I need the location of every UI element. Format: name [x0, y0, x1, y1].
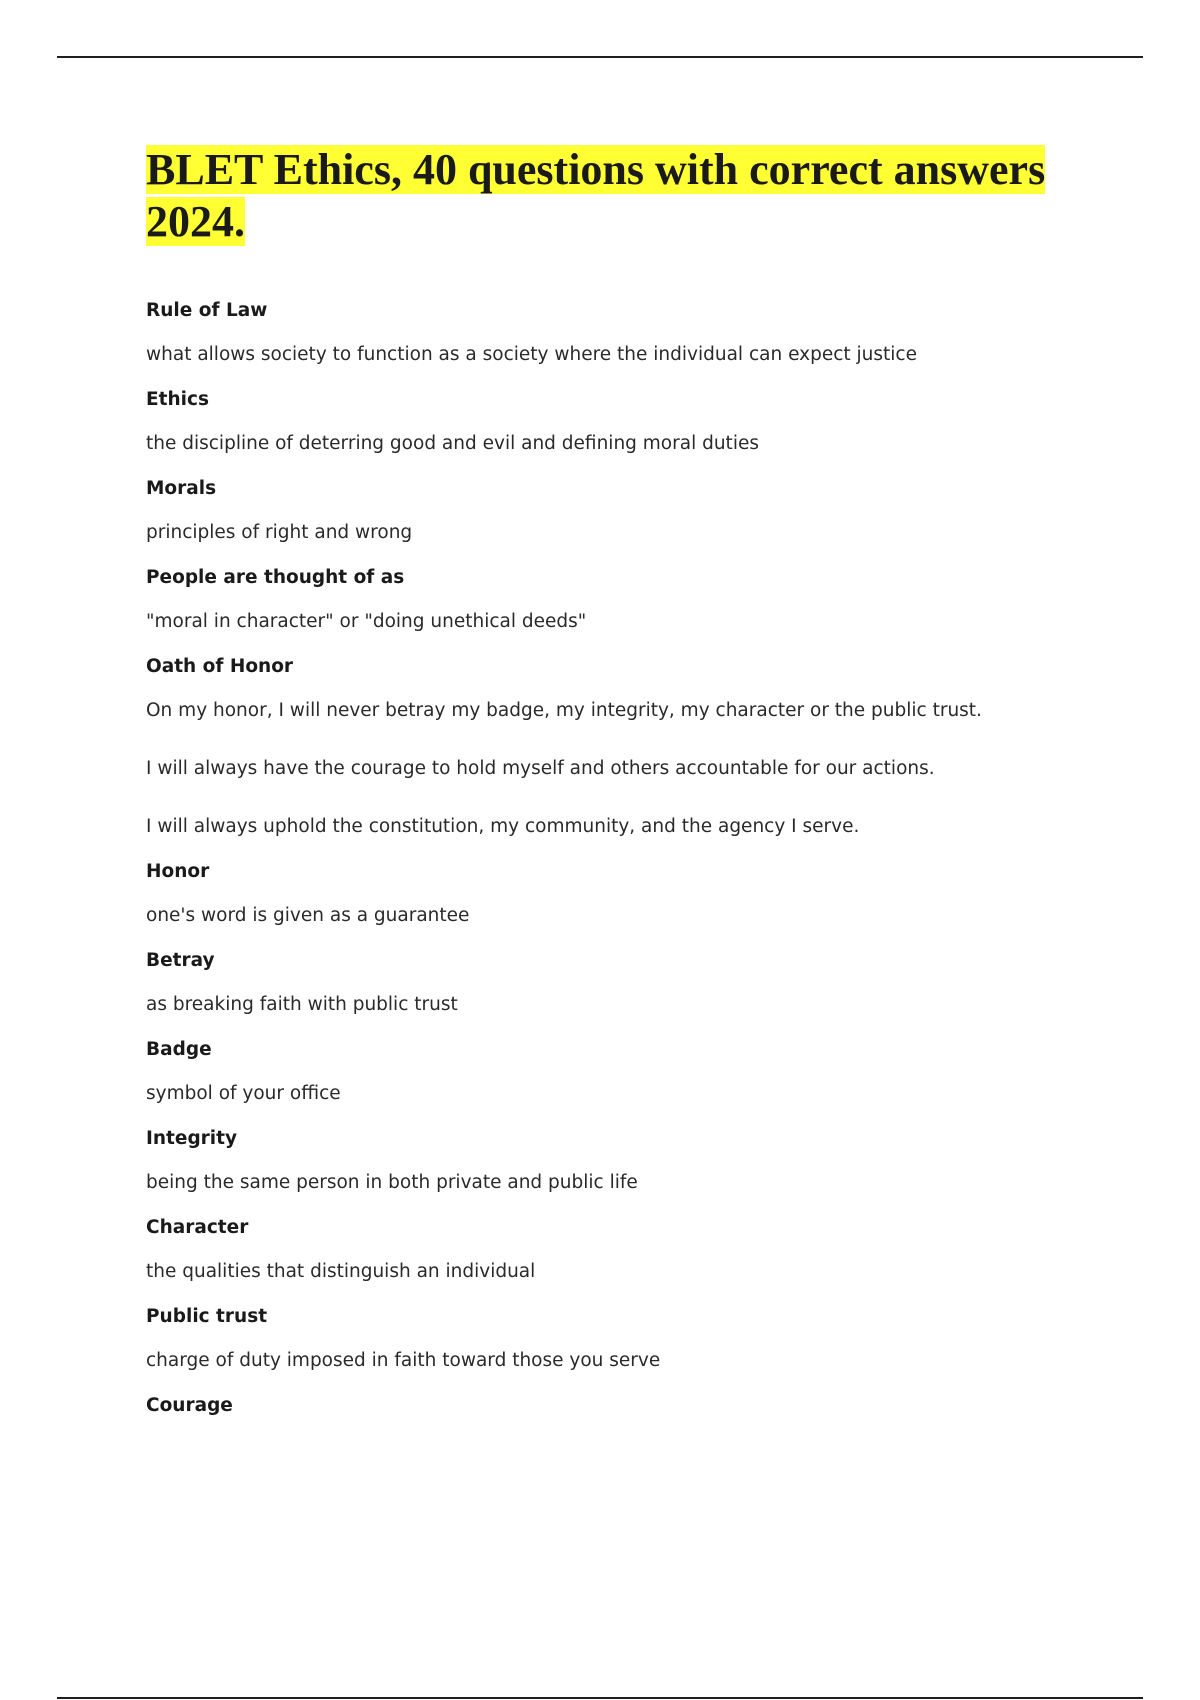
entry-definition: what allows society to function as a society where the individual can expect justice [146, 344, 917, 365]
entry-term: Rule of Law [146, 300, 268, 321]
glossary-entry [146, 948, 1106, 1018]
bottom-rule [57, 1697, 1143, 1699]
glossary-entry [146, 476, 1106, 546]
glossary-entry [146, 654, 1106, 840]
entries-list [146, 298, 1106, 1419]
glossary-entry [146, 298, 1106, 368]
entry-term: Integrity [146, 1128, 238, 1149]
document-body [146, 144, 1106, 1437]
entry-term: Courage [146, 1395, 233, 1416]
glossary-entry [146, 565, 1106, 635]
entry-definition: the qualities that distinguish an individual [146, 1261, 536, 1282]
document-title [146, 144, 1106, 248]
entry-definition: symbol of your office [146, 1083, 341, 1104]
entry-term: Honor [146, 861, 210, 882]
entry-definition: "moral in character" or "doing unethical deeds" [146, 611, 587, 632]
entry-definition: the discipline of deterring good and evil and defining moral duties [146, 433, 759, 454]
glossary-entry [146, 1037, 1106, 1107]
entry-definition: I will always have the courage to hold myself and others accountable for our actions. [146, 758, 935, 779]
entry-term: Ethics [146, 389, 209, 410]
glossary-entry [146, 1304, 1106, 1374]
top-rule [57, 56, 1143, 58]
glossary-entry [146, 1126, 1106, 1196]
glossary-entry [146, 387, 1106, 457]
entry-term: Oath of Honor [146, 656, 294, 677]
entry-term: Public trust [146, 1306, 268, 1327]
glossary-entry [146, 859, 1106, 929]
entry-definition: On my honor, I will never betray my badge, my integrity, my character or the public trust. [146, 700, 982, 721]
entry-term: Badge [146, 1039, 212, 1060]
entry-term: Betray [146, 950, 215, 971]
entry-definition: being the same person in both private and public life [146, 1172, 638, 1193]
glossary-entry [146, 1215, 1106, 1285]
entry-term: People are thought of as [146, 567, 405, 588]
entry-definition: one's word is given as a guarantee [146, 905, 470, 926]
entry-term: Morals [146, 478, 217, 499]
glossary-entry [146, 1393, 1106, 1419]
highlighted-title-text: BLET Ethics, 40 questions with correct answers 2024. [146, 145, 1046, 246]
entry-definition: charge of duty imposed in faith toward those you serve [146, 1350, 661, 1371]
entry-term: Character [146, 1217, 249, 1238]
entry-definition: I will always uphold the constitution, my community, and the agency I serve. [146, 816, 860, 837]
entry-definition: principles of right and wrong [146, 522, 413, 543]
entry-definition: as breaking faith with public trust [146, 994, 458, 1015]
